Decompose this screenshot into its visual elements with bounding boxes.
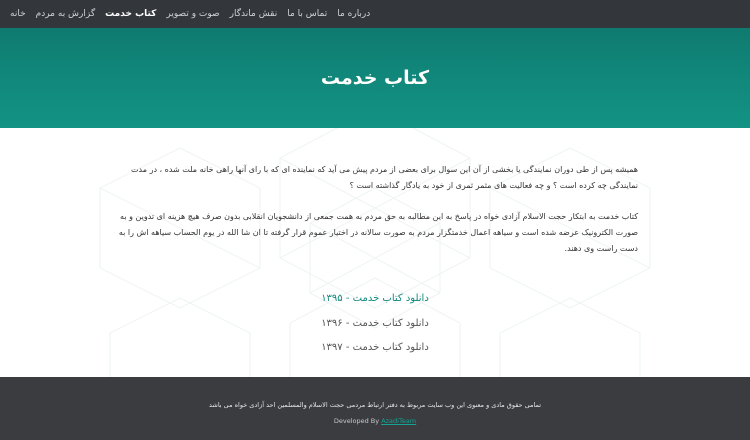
nav-home[interactable]: خانه [10,9,26,19]
page-title: کتاب خدمت [320,67,430,89]
developed-by-label: Developed By [333,417,380,425]
description-paragraph: کتاب خدمت به ابتکار حجت الاسلام آزادی خواه در پاسخ به این مطالبه به حق مردم به همت جمعی از دانشجویان انقلابی بدون صرف هیچ هزینه ای تدوین و به صورت الکترونیک عرضه شده است و سیاهه اعمال خدمتگزار مردم به صورت سالانه در اختیار عموم قرار گرفته تا ان شا الله در یوم الحساب سیاهه اش را به دست راست وی دهند. [118,212,638,253]
intro-paragraph: همیشه پس از طی دوران نمایندگی یا بخشی از آن این سوال برای بعضی از مردم پیش می آید که نماینده ای که با رای آنها راهی خانه ملت شده ، در مدت نمایندگی چه کرده است ؟ و چه فعالیت های مثمر ثمری از خود به یادگار گذاشته است ؟ [131,165,638,190]
nav-about[interactable]: درباره ما [337,9,371,19]
download-link-1396[interactable]: دانلود کتاب خدمت - ۱۳۹۶ [321,318,429,329]
download-link-1395[interactable]: دانلود کتاب خدمت - ۱۳۹۵ [321,293,429,304]
main-content [0,128,750,377]
download-link-1397[interactable]: دانلود کتاب خدمت - ۱۳۹۷ [321,342,429,353]
copyright-text: تمامی حقوق مادی و معنوی این وب سایت مربوط به دفتر ارتباط مردمی حجت الاسلام والمسلمین احد آزادی خواه می باشد [208,401,542,409]
site-footer [0,377,750,440]
nav-report[interactable]: گزارش به مردم [35,9,96,19]
hero-banner [0,28,750,128]
nav-media[interactable]: صوت و تصویر [166,9,220,19]
nav-lasting-role[interactable]: نقش ماندگار [229,9,278,19]
nav-contact[interactable]: تماس با ما [287,9,328,19]
nav-service-book[interactable]: کتاب خدمت [105,9,157,19]
developer-credit [0,417,750,425]
top-navigation [0,0,750,28]
developer-link[interactable]: AzadiTeam [381,417,417,425]
